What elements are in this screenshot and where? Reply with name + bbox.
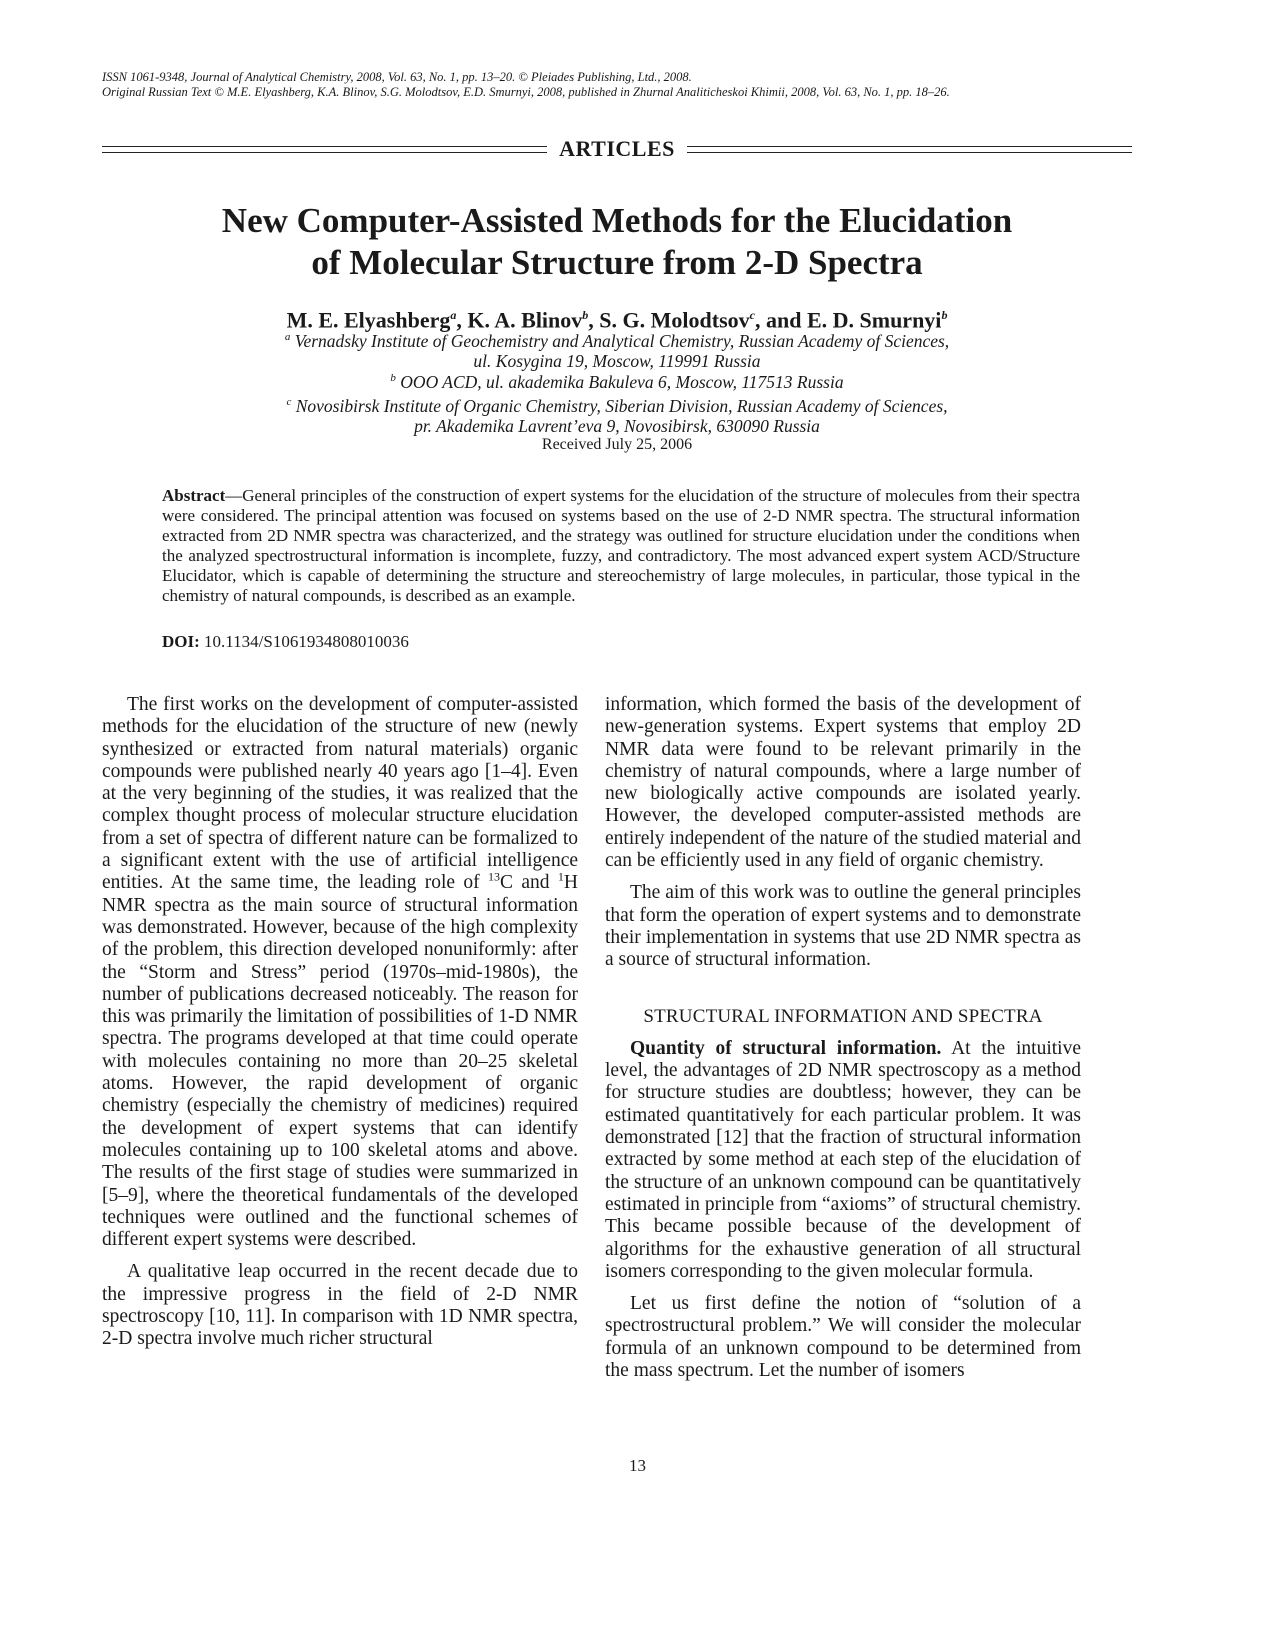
journal-citation-line: ISSN 1061-9348, Journal of Analytical Chemistry, 2008, Vol. 63, No. 1, pp. 13–20. © Pleiades Publishing, Ltd., 2008. xyxy=(102,70,692,84)
affiliation-b xyxy=(102,368,1132,392)
page-number: 13 xyxy=(629,1456,646,1475)
affiliation-mark: c xyxy=(286,396,292,408)
doi xyxy=(162,632,409,652)
left-column xyxy=(102,694,578,1351)
affiliation-line: Vernadsky Institute of Geochemistry and Analytical Chemistry, Russian Academy of Sciences, xyxy=(290,330,950,351)
section-label: ARTICLES xyxy=(559,136,675,161)
paragraph-text: C and xyxy=(500,872,558,894)
section-banner xyxy=(102,132,1132,166)
affiliation-c xyxy=(102,392,1132,436)
paragraph: A qualitative leap occurred in the recent decade due to the impressive progress in the field of 2-D NMR spectroscopy [10, 11]. In comparison with 1D NMR spectra, 2-D spectra involve much richer structural xyxy=(102,1261,578,1350)
banner-rule-right xyxy=(687,146,1132,153)
author-separator: , and xyxy=(754,307,807,333)
author-name: S. G. Molodtsov xyxy=(599,307,750,333)
author-affil-mark: a xyxy=(450,308,457,322)
title-line-1: New Computer-Assisted Methods for the Elucidation xyxy=(221,201,1013,240)
paragraph-text: At the intuitive level, the advantages of 2D NMR spectroscopy as a method for structure studies are doubtless; however, they can be estimated quantitatively for each particular problem. It was demonstrated [12] that the fraction of structural information extracted by some method at each step of the elucidation of the structure of an unknown compound can be quantitatively estimated in principle from “axioms” of structural chemistry. This became possible because of the development of algorithms for the exhaustive generation of all structural isomers corresponding to the given molecular formula. xyxy=(605,1037,1081,1282)
doi-value: 10.1134/S1061934808010036 xyxy=(199,632,409,651)
paragraph-text: H NMR spectra as the main source of structural information was demonstrated. However, because of the high complexity of the problem, this direction developed nonuniformly: after the “Storm and Stress” period (1970s–mid-1980s), the number of publications decreased noticeably. The reason for this was primarily the limitation of possibilities of 1-D NMR spectra. The programs developed at that time could operate with molecules containing no more than 20–25 skeletal atoms. However, the rapid development of organic chemistry (especially the chemistry of medicines) required the development of expert systems that can identify molecules containing up to 100 skeletal atoms and above. The results of the first stage of studies were summarized in [5–9], where the theoretical fundamentals of the developed techniques were outlined and the functional schemes of different expert systems were described. xyxy=(102,872,578,1251)
paragraph: Let us first define the notion of “solution of a spectrostructural problem.” We will consider the molecular formula of an unknown compound to be determined from the mass spectrum. Let the number of isomers xyxy=(605,1293,1081,1382)
affiliation-mark: b xyxy=(390,372,396,384)
banner-rule-left xyxy=(102,146,547,153)
affiliation-line: pr. Akademika Lavrent’eva 9, Novosibirsk, 630090 Russia xyxy=(414,415,820,436)
author-separator: , xyxy=(456,307,468,333)
abstract xyxy=(162,486,1080,606)
author-affil-mark: c xyxy=(749,308,755,322)
paragraph xyxy=(605,1038,1081,1283)
author-affil-mark: b xyxy=(941,308,948,322)
abstract-label: Abstract xyxy=(162,486,226,505)
paragraph xyxy=(102,694,578,1251)
section-heading: STRUCTURAL INFORMATION AND SPECTRA xyxy=(643,1005,1043,1027)
title-line-2: of Molecular Structure from 2-D Spectra xyxy=(311,243,923,282)
abstract-text: —General principles of the construction of expert systems for the elucidation of the structure of molecules from their spectra were considered. The principal attention was focused on systems based on the use of 2-D NMR spectra. The structural information extracted from 2D NMR spectra was characterized, and the strategy was outlined for structure elucidation under the conditions when the analyzed spectrostructural information is incomplete, fuzzy, and contradictory. The most advanced expert system ACD/Structure Elucidator, which is capable of determining the structure and stereochemistry of large molecules, in particular, those typical in the chemistry of natural compounds, is described as an example. xyxy=(162,486,1080,605)
original-text-line: Original Russian Text © M.E. Elyashberg, K.A. Blinov, S.G. Molodtsov, E.D. Smurnyi, 2008, published in Zhurnal Analiticheskoi Khimii, 2008, Vol. 63, No. 1, pp. 18–26. xyxy=(102,85,950,99)
author-name: E. D. Smurnyi xyxy=(806,307,942,333)
author-affil-mark: b xyxy=(582,308,589,322)
isotope-superscript: 13 xyxy=(488,869,501,884)
affiliation-a xyxy=(102,327,1132,371)
affiliation-line: Novosibirsk Institute of Organic Chemistry, Siberian Division, Russian Academy of Sciences, xyxy=(291,395,948,416)
doi-label: DOI: xyxy=(162,632,200,651)
paragraph-text: The first works on the development of computer-assisted methods for the elucidation of the structure of new (newly synthesized or extracted from natural materials) organic compounds were published nearly 40 years ago [1–4]. Even at the very beginning of the studies, it was realized that the complex thought process of molecular structure elucidation from a set of spectra of different nature can be formalized to a significant extent with the use of artificial intelligence entities. At the same time, the leading role of xyxy=(102,694,578,894)
paragraph: The aim of this work was to outline the general principles that form the operation of expert systems and to demonstrate their implementation in systems that use 2D NMR spectra as a source of structural information. xyxy=(605,882,1081,971)
article-title xyxy=(102,200,1132,284)
author-name: M. E. Elyashberg xyxy=(286,307,451,333)
author-separator: , xyxy=(588,307,600,333)
run-in-heading: Quantity of structural information. xyxy=(630,1037,942,1059)
affiliation-mark: a xyxy=(284,331,291,343)
right-column xyxy=(605,694,1081,1382)
author-name: K. A. Blinov xyxy=(467,307,583,333)
affiliation-line: OOO ACD, ul. akademika Bakuleva 6, Moscow, 117513 Russia xyxy=(395,371,844,392)
paragraph: information, which formed the basis of the development of new-generation systems. Expert systems that employ 2D NMR data were found to be relevant primarily in the chemistry of natural compounds, where a large number of new biologically active compounds are isolated yearly. However, the developed computer-assisted methods are entirely independent of the nature of the studied material and can be efficiently used in any field of organic chemistry. xyxy=(605,694,1081,872)
affiliation-line: ul. Kosygina 19, Moscow, 119991 Russia xyxy=(473,350,761,371)
received-date: Received July 25, 2006 xyxy=(541,436,693,453)
isotope-superscript: 1 xyxy=(557,869,564,884)
